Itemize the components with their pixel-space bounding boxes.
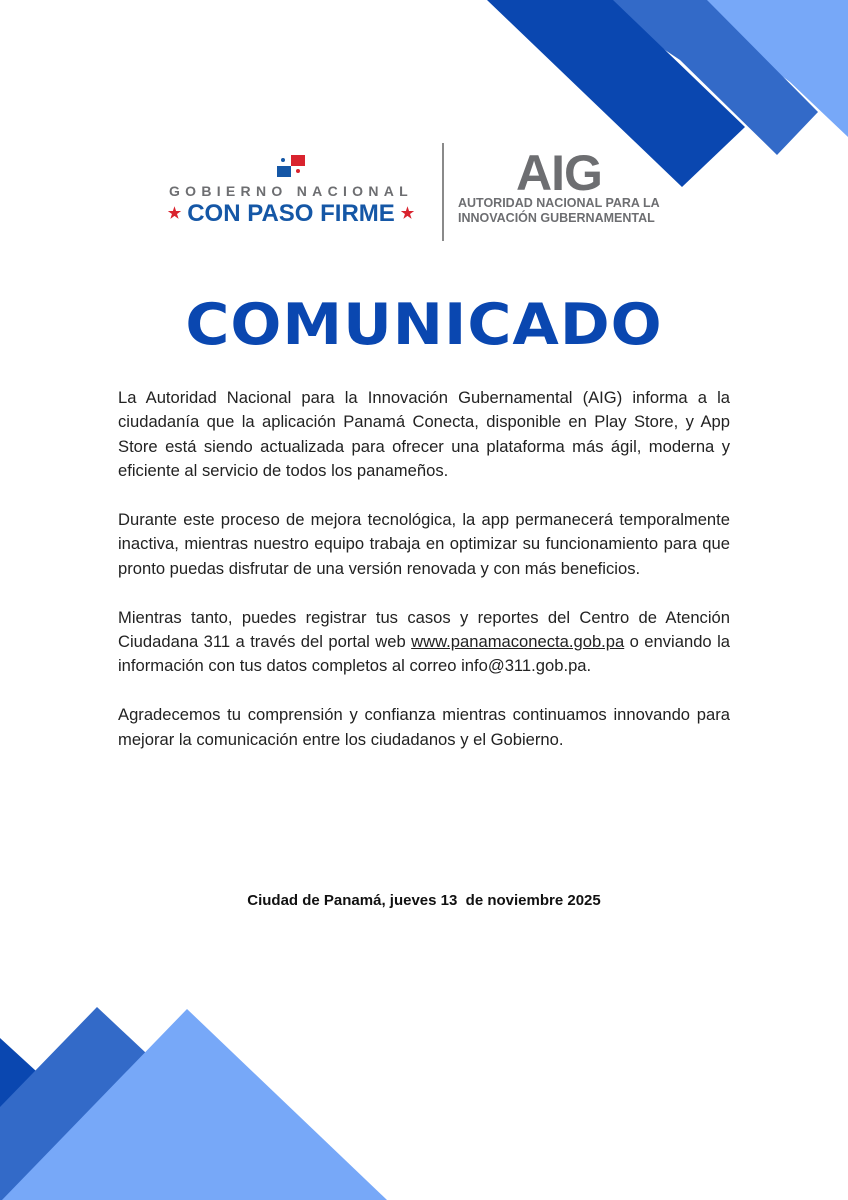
aig-name-line2: INNOVACIÓN GUBERNAMENTAL (458, 211, 655, 225)
con-paso-firme-text (150, 200, 432, 228)
gobierno-nacional-text: GOBIERNO NACIONAL (168, 183, 414, 199)
panama-flag-icon (277, 155, 305, 177)
paragraph-2: Durante este proceso de mejora tecnológica, la app permanecerá temporalmente inactiva, mientras nuestro equipo trabaja en optimizar su funcionamiento para que pronto puedas disfrutar de una versión renovada y con más beneficios. (118, 510, 730, 578)
p3-text: Mientras tanto, puedes registrar tus casos y reportes del Centro de Atención Ciudadana 311 a través del portal web (118, 607, 730, 652)
star-icon: ★ (400, 205, 415, 222)
star-icon: ★ (167, 205, 182, 222)
communique-body (118, 386, 730, 776)
p3-text-end: o enviando la información con tus datos completos al correo info@311.gob.pa. (118, 632, 730, 676)
slogan: CON PASO FIRME (187, 200, 395, 227)
aig-logo (458, 145, 688, 226)
logo-divider (442, 143, 444, 241)
date-line: Ciudad de Panamá, jueves 13 de noviembre 2025 (247, 892, 601, 909)
portal-link[interactable]: www.panamaconecta.gob.pa (411, 632, 625, 652)
page-title: COMUNICADO (185, 291, 663, 359)
paragraph-4: Agradecemos tu comprensión y confianza mientras continuamos innovando para mejorar la comunicación entre los ciudadanos y el Gobierno. (118, 705, 730, 749)
paragraph-1: La Autoridad Nacional para la Innovación Gubernamental (AIG) informa a la ciudadanía que la aplicación Panamá Conecta, disponible en Play Store, y App Store está siendo actualizada para ofrecer una plataforma más ágil, moderna y eficiente al servicio de todos los panameños. (118, 388, 730, 481)
gobierno-nacional-logo (150, 155, 432, 228)
paragraph-3 (118, 606, 730, 679)
aig-acronym: AIG (516, 145, 602, 201)
aig-name-line1: AUTORIDAD NACIONAL PARA LA (458, 196, 660, 210)
